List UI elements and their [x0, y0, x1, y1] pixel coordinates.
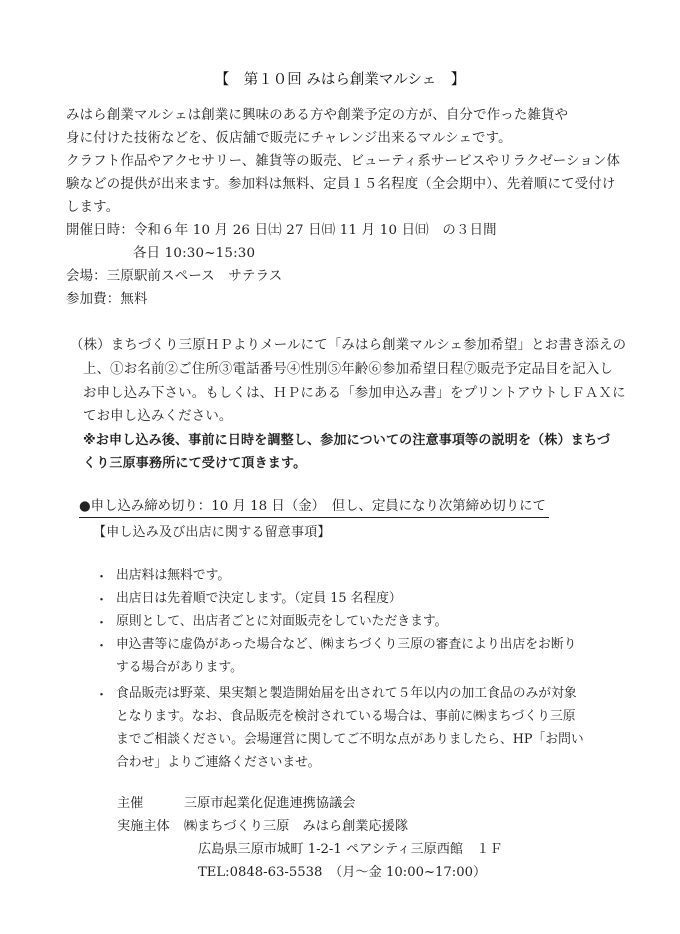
- event-fee: 参加費：無料: [66, 292, 148, 307]
- intro-line: 身に付けた技術などを、仮店舗で販売にチャレンジ出来るマルシェです。: [66, 131, 512, 146]
- note-item: 出店料は無料です。: [116, 568, 231, 583]
- page-title: 【 第１０回 みはら創業マルシェ 】: [214, 72, 466, 88]
- note-item-continued: となります。なお、食品販売を検討されている場合は、事前に㈱まちづくり三原: [116, 709, 576, 724]
- bullet-marker: ・: [95, 688, 109, 703]
- notes-heading: 【申し込み及び出店に関する留意事項】: [93, 525, 331, 540]
- bullet-marker: ・: [95, 639, 109, 654]
- operator-label: 実施主体: [117, 819, 170, 834]
- note-item: 申込書等に虚偽があった場合など、㈱まちづくり三原の審査により出店をお断り: [116, 637, 577, 652]
- application-line: （株）まちづくり三原ＨＰよりメールにて「みはら創業マルシェ参加希望」とお書き添えの: [70, 338, 627, 353]
- intro-line: みはら創業マルシェは創業に興味のある方や創業予定の方が、自分で作った雑貨や: [66, 108, 569, 123]
- host-name: 三原市起業化促進連携協議会: [184, 796, 356, 811]
- note-item: 食品販売は野菜、果実類と製造開始届を出されて５年以内の加工食品のみが対象: [116, 686, 577, 701]
- intro-line: 験などの提供が出来ます。参加料は無料、定員１５名程度（全会期中）、先着順にて受付け: [66, 177, 616, 192]
- host-label: 主催: [117, 796, 144, 811]
- event-hours: 各日 10:30~15:30: [133, 246, 256, 261]
- application-line: お申し込み下さい。もしくは、ＨＰにある「参加申込み書」をプリントアウトしＦＡＸに: [83, 386, 626, 401]
- note-item-continued: 合わせ」よりご連絡くださいませ。: [116, 755, 321, 770]
- bullet-marker: ・: [95, 593, 109, 608]
- intro-line: します。: [66, 200, 120, 215]
- organizer-tel: TEL:0848-63-5538 （月～金 10:00~17:00）: [198, 865, 487, 880]
- application-note: くり三原事務所にて受けて頂きます。: [83, 456, 307, 471]
- note-item: 出店日は先着順で決定します。（定員 15 名程度）: [116, 591, 402, 606]
- application-line: てお申し込みください。: [83, 409, 233, 424]
- deadline-notice: ●申し込み締め切り：10 月 18 日（金） 但し、定員になり次第締め切りにて: [79, 497, 549, 518]
- event-dates: 開催日時：令和６年 10 月 26 日㈯ 27 日㈰ 11 月 10 日㈰ の３日間: [66, 223, 497, 238]
- application-note: ※お申し込み後、事前に日時を調整し、参加についての注意事項等の説明を（株）まちづ: [83, 433, 611, 448]
- note-item-continued: する場合があります。: [116, 660, 243, 675]
- event-venue: 会場：三原駅前スペース サテラス: [66, 269, 283, 284]
- operator-name: ㈱まちづくり三原 みはら創業応援隊: [184, 819, 409, 834]
- bullet-marker: ・: [95, 570, 109, 585]
- bullet-marker: ・: [95, 616, 109, 631]
- intro-line: クラフト作品やアクセサリー、雑貨等の販売、ビューティ系サービスやリラクゼーション体: [66, 154, 621, 169]
- application-line: 上、①お名前②ご住所③電話番号④性別⑤年齢⑥参加希望日程⑦販売予定品目を記入し: [83, 362, 614, 377]
- note-item-continued: までご相談ください。会場運営に関してご不明な点がありましたら、HP「お問い: [116, 732, 584, 747]
- note-item: 原則として、出店者ごとに対面販売をしていただきます。: [116, 614, 448, 629]
- organizer-address: 広島県三原市城町 1-2-1 ペアシティ三原西館 １Ｆ: [198, 842, 503, 857]
